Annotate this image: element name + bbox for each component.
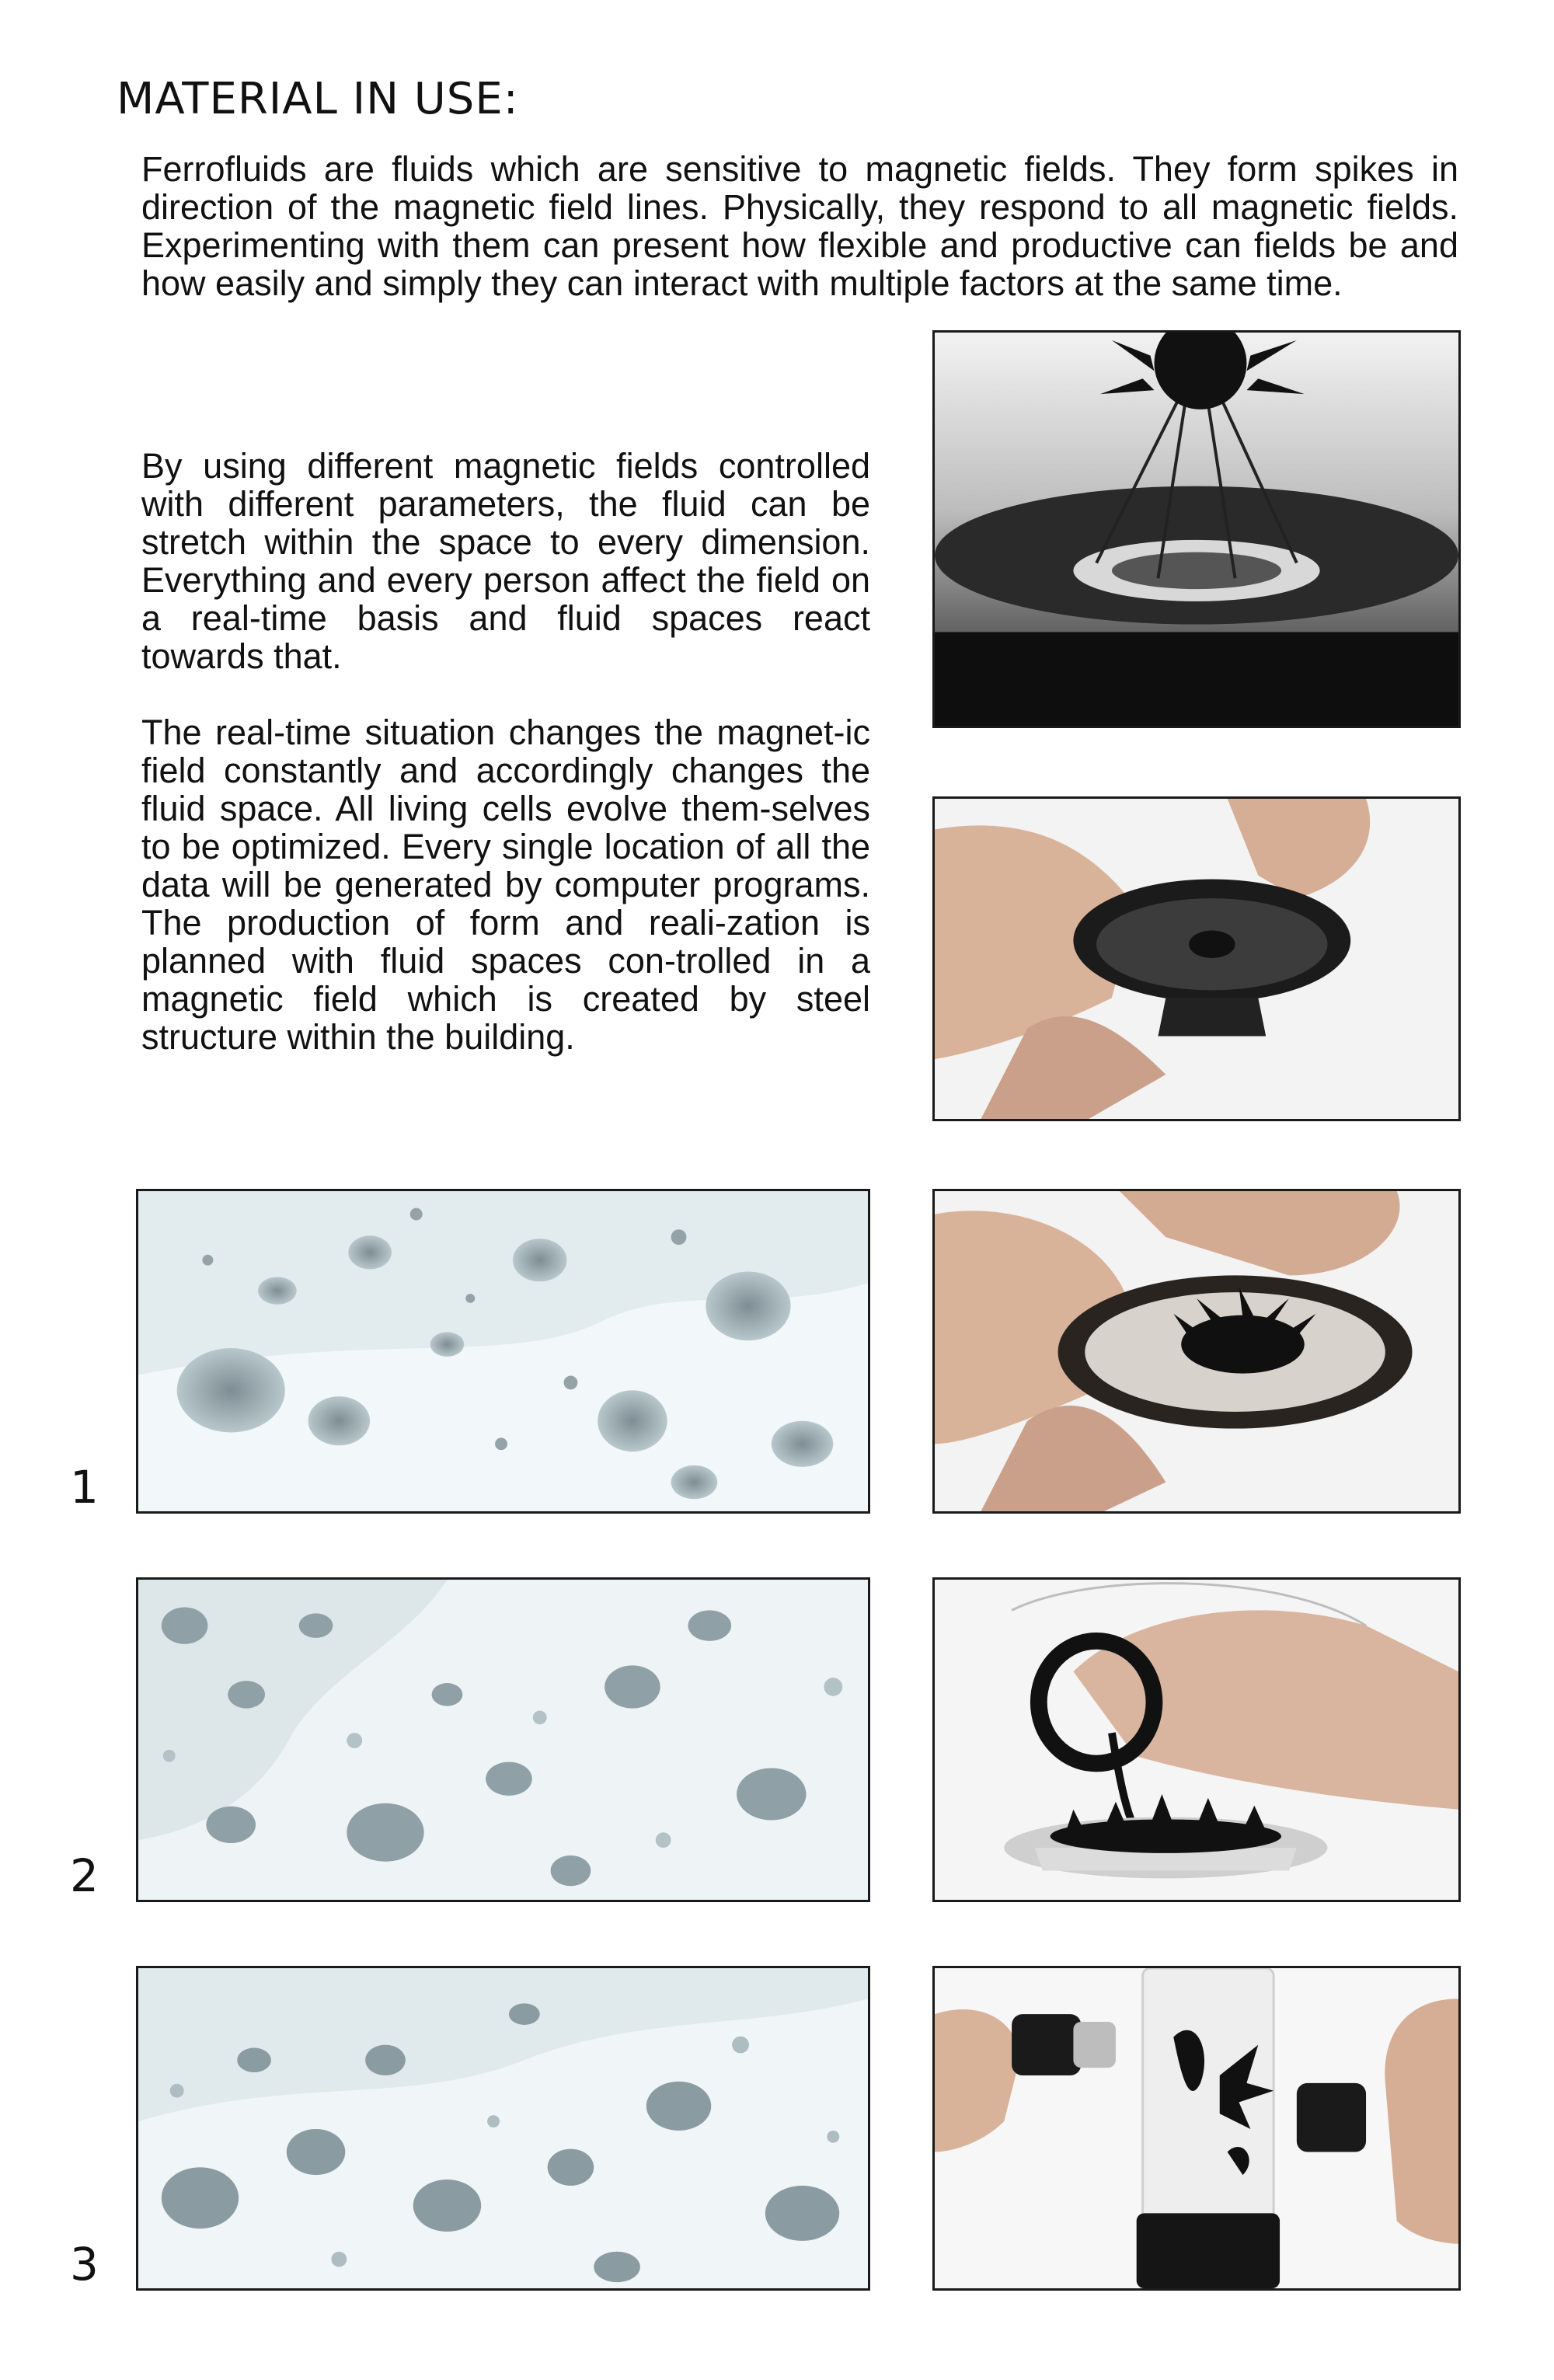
fields-paragraph: By using different magnetic fields controlled with different parameters, the fluid can be stretch within the space to every dimension. Everything and every person affect the field on a real-time basis and fluid spaces react towards that. (141, 446, 870, 676)
ferrofluid-spike-photo (932, 330, 1461, 728)
realtime-paragraph: The real-time situation changes the magnet-ic field constantly and accordingly changes the fluid space. All living cells evolve them-selves to be optimized. Every single location of all the data will be generated by computer programs. The production of form and reali-zation is planned with fluid spaces con-trolled in a magnetic field which is created by steel structure within the building. (141, 713, 870, 1057)
figure-number-1: 1 (70, 1461, 99, 1514)
ferrofluid-pour-photo (932, 1577, 1461, 1902)
ferrofluid-dish-photo-1 (932, 796, 1461, 1121)
ferrofluid-tube-photo (932, 1966, 1461, 2291)
ferrofluid-dish-photo-2 (932, 1189, 1461, 1514)
figure-number-2: 2 (70, 1849, 99, 1902)
figure-number-3: 3 (70, 2238, 99, 2291)
page-title: MATERIAL IN USE: (117, 74, 519, 124)
porous-structure-render-1 (136, 1189, 870, 1514)
porous-structure-render-2 (136, 1577, 870, 1902)
porous-structure-render-3 (136, 1966, 870, 2291)
intro-paragraph: Ferrofluids are fluids which are sensitive to magnetic fields. They form spikes in direction of the magnetic field lines. Physically, they respond to all magnetic fields. Experimenting with them can present how flexible and productive can fields be and how easily and simply they can interact with multiple factors at the same time. (141, 149, 1458, 303)
